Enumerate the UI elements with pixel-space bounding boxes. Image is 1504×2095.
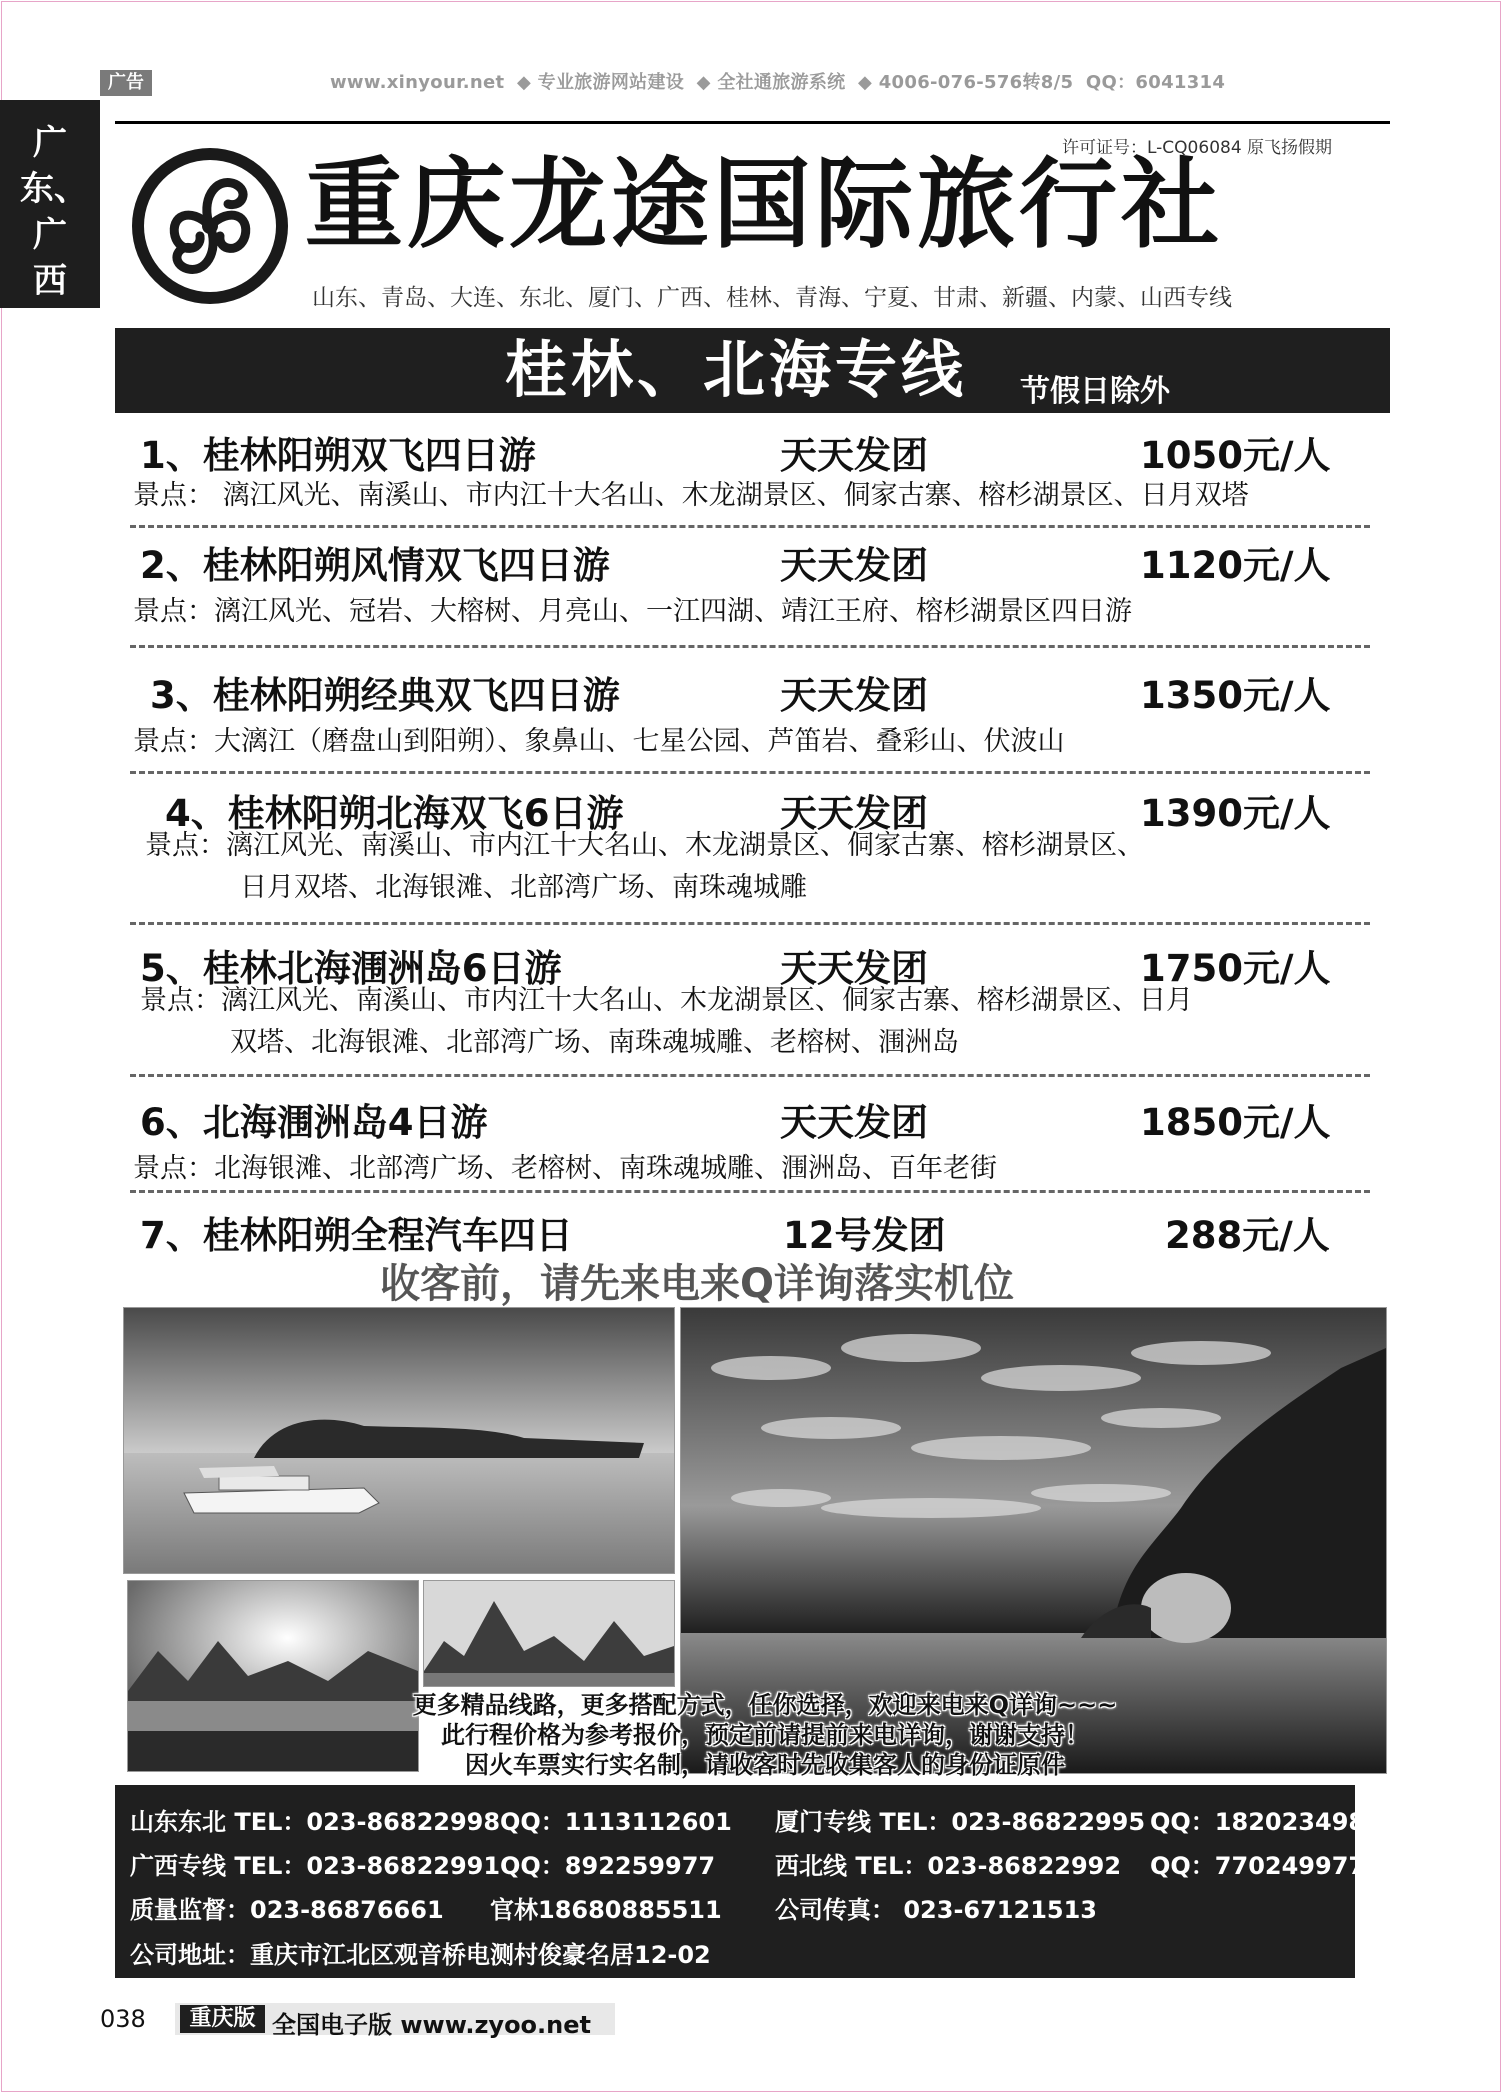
tour-spots: 景点：漓江风光、南溪山、市内江十大名山、木龙湖景区、侗家古寨、榕杉湖景区、日月: [140, 985, 1193, 1016]
caption-line: 因火车票实行实名制，请收客时先收集客人的身份证原件: [465, 1751, 1065, 1779]
company-logo-icon: [130, 146, 290, 306]
tour-price: 1750元/人: [1140, 947, 1331, 990]
tour-schedule: 天天发团: [780, 1101, 928, 1144]
divider: [130, 1074, 1370, 1077]
contact-northwest-qq: QQ：770249977: [1150, 1852, 1366, 1880]
divider: [130, 525, 1370, 528]
tour-schedule: 天天发团: [780, 947, 928, 990]
tour-schedule: 天天发团: [780, 434, 928, 477]
tour-title: 2、桂林阳朔风情双飞四日游: [140, 544, 610, 587]
contact-xiamen: 厦门专线 TEL：023-86822995: [775, 1808, 1146, 1836]
photo-caption: [325, 1690, 1205, 1780]
contact-fax: 公司传真： 023-67121513: [775, 1896, 1098, 1924]
contact-northwest: 西北线 TEL：023-86822992: [775, 1852, 1122, 1880]
contact-panel: [115, 1785, 1399, 1978]
tour-title: 7、桂林阳朔全程汽车四日: [140, 1214, 573, 1257]
photo-karst-peaks: [423, 1580, 675, 1687]
contact-guangxi-qq: QQ：892259977: [500, 1852, 716, 1880]
top-link-qq: QQ：6041314: [1085, 72, 1226, 93]
region-label: 广东、广西: [20, 123, 88, 301]
tour-schedule: 天天发团: [780, 792, 928, 835]
footer-site[interactable]: 全国电子版 www.zyoo.net: [272, 2011, 591, 2039]
divider: [130, 771, 1370, 774]
booking-notice: 收客前，请先来电来Q详询落实机位: [380, 1261, 1015, 1307]
tour-spots: 双塔、北海银滩、北部湾广场、南珠魂城雕、老榕树、涠洲岛: [230, 1027, 959, 1058]
top-link-phone: ◆ 4006-076-576转8/5: [858, 72, 1074, 93]
tour-price: 1050元/人: [1140, 434, 1331, 477]
company-name: 重庆龙途国际旅行社: [305, 148, 1224, 262]
banner-subtitle: 节假日除外: [1020, 374, 1170, 409]
tour-spots: 景点：北海银滩、北部湾广场、老榕树、南珠魂城雕、涠洲岛、百年老街: [133, 1153, 997, 1184]
divider: [130, 645, 1370, 648]
tour-spots: 景点：大漓江（磨盘山到阳朔）、象鼻山、七星公园、芦笛岩、叠彩山、伏波山: [133, 726, 1065, 757]
contact-address: 公司地址：重庆市江北区观音桥电测村俊豪名居12-02: [130, 1941, 711, 1969]
tour-price: 1120元/人: [1140, 544, 1331, 587]
top-link-system: ◆ 全社通旅游系统: [696, 72, 846, 93]
tour-spots: 日月双塔、北海银滩、北部湾广场、南珠魂城雕: [240, 872, 807, 903]
tour-price: 1350元/人: [1140, 674, 1331, 717]
top-link-webbuild: ◆ 专业旅游网站建设: [516, 72, 685, 93]
edition-badge: 重庆版: [180, 2005, 265, 2033]
tour-price: 288元/人: [1165, 1214, 1330, 1257]
photo-yacht-island: [123, 1307, 675, 1574]
tour-spots: 景点：漓江风光、南溪山、市内江十大名山、木龙湖景区、侗家古寨、榕杉湖景区、: [145, 830, 1144, 861]
top-links: [330, 68, 1231, 94]
divider: [130, 1190, 1370, 1193]
tour-title: 1、桂林阳朔双飞四日游: [140, 434, 536, 477]
banner-title: 桂林、北海专线: [505, 333, 968, 406]
company-routes: 山东、青岛、大连、东北、厦门、广西、桂林、青海、宁夏、甘肃、新疆、内蒙、山西专线: [312, 285, 1232, 311]
tour-title: 6、北海涠洲岛4日游: [140, 1101, 488, 1144]
caption-line: 此行程价格为参考报价，预定前请提前来电详询，谢谢支持！: [441, 1721, 1089, 1749]
section-banner: [115, 328, 1390, 413]
contact-shandong-qq: QQ：1113112601: [500, 1808, 732, 1836]
contact-shandong: 山东东北 TEL：023-86822998: [130, 1808, 501, 1836]
tour-schedule: 天天发团: [780, 674, 928, 717]
tour-title: 4、桂林阳朔北海双飞6日游: [165, 792, 624, 835]
contact-quality: 质量监督：023-86876661: [130, 1896, 444, 1924]
contact-xiamen-qq: QQ：18202349871: [1150, 1808, 1399, 1836]
tour-price: 1390元/人: [1140, 792, 1331, 835]
page-number: 038: [100, 2005, 146, 2033]
tour-title: 5、桂林北海涠洲岛6日游: [140, 947, 562, 990]
header-rule: [115, 121, 1390, 124]
contact-guanlin: 官林18680885511: [490, 1896, 722, 1924]
tour-spots: 景点：漓江风光、冠岩、大榕树、月亮山、一江四湖、靖江王府、榕杉湖景区四日游: [133, 596, 1132, 627]
divider: [130, 922, 1370, 925]
region-side-tab: [0, 100, 100, 308]
tour-spots: 景点： 漓江风光、南溪山、市内江十大名山、木龙湖景区、侗家古寨、榕杉湖景区、日月双塔: [133, 480, 1249, 511]
tour-schedule: 12号发团: [783, 1214, 946, 1257]
tour-price: 1850元/人: [1140, 1101, 1331, 1144]
tour-title: 3、桂林阳朔经典双飞四日游: [150, 674, 620, 717]
tour-schedule: 天天发团: [780, 544, 928, 587]
contact-guangxi: 广西专线 TEL：023-86822991: [130, 1852, 501, 1880]
top-link-website[interactable]: www.xinyour.net: [330, 72, 505, 93]
license-number: 许可证号：L-CQ06084 原飞扬假期: [1062, 138, 1333, 158]
caption-line: 更多精品线路，更多搭配方式，任你选择，欢迎来电来Q详询~~~: [412, 1691, 1118, 1719]
ad-tag: 广告: [100, 70, 152, 96]
